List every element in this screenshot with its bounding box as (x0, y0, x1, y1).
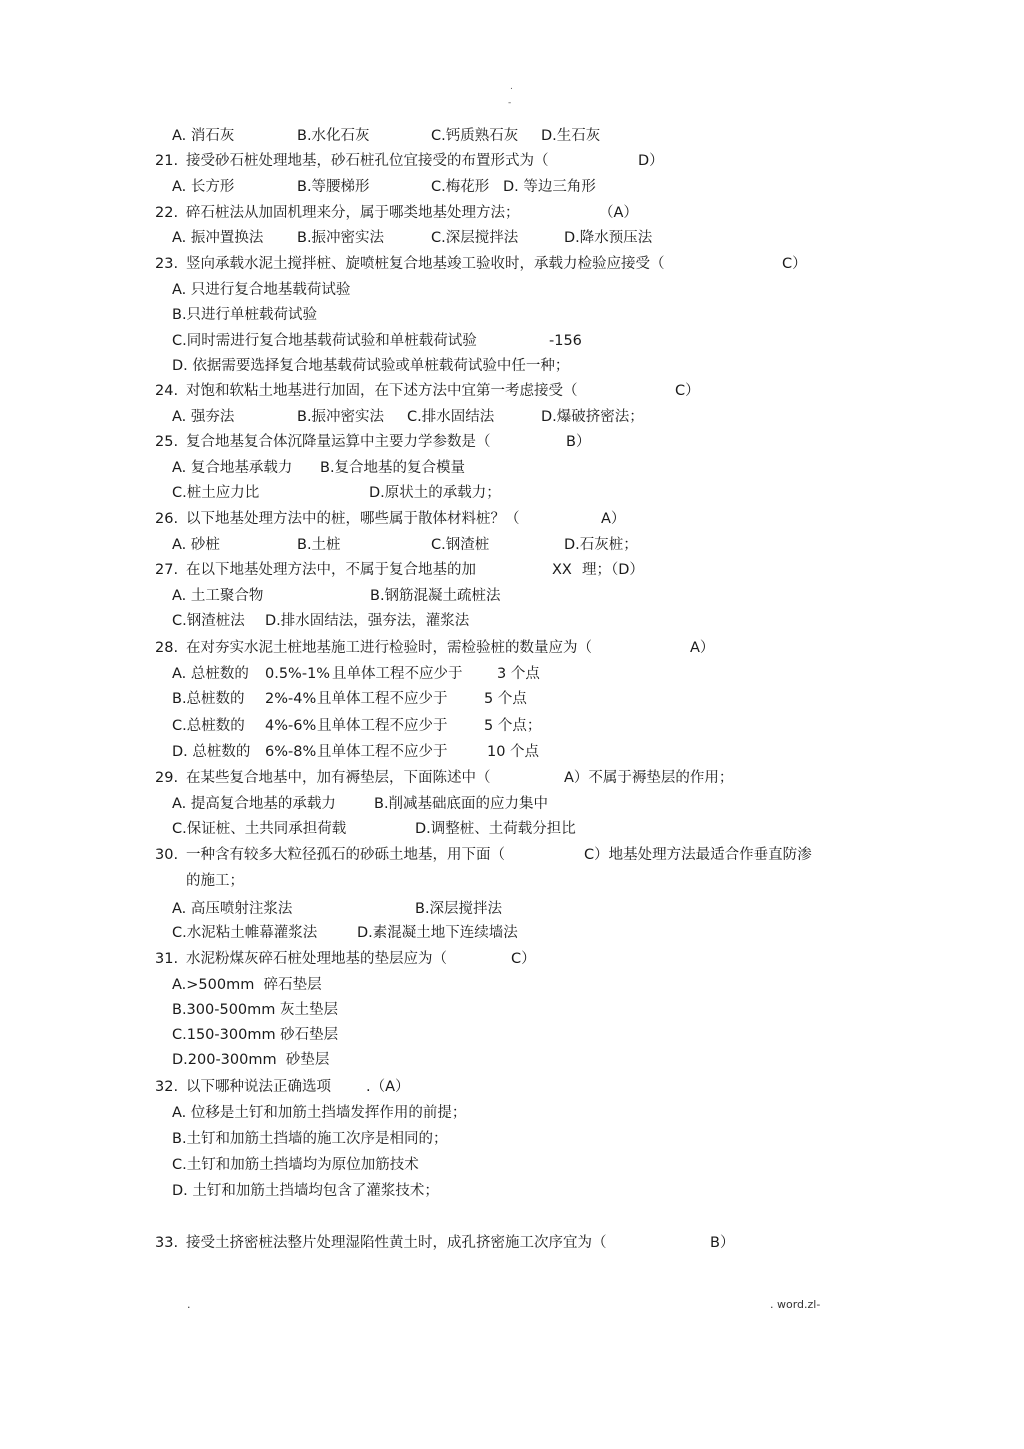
q27-option-d: D.排水固结法，强夯法，灌浆法 (265, 613, 470, 629)
q31-stem: 水泥粉煤灰碎石桩处理地基的垫层应为（ (186, 951, 447, 967)
q28-option-c-prefix: C.总桩数的 (172, 718, 245, 734)
q25-option-a: A. 复合地基承载力 (172, 460, 293, 476)
q25-stem: 复合地基复合体沉降量运算中主要力学参数是（ (186, 434, 491, 450)
q30-option-a: A. 高压喷射注浆法 (172, 901, 293, 917)
q24-answer: C） (675, 383, 700, 399)
q26-option-c: C.钢渣桩 (431, 537, 490, 553)
q24-option-c: C.排水固结法 (407, 409, 495, 425)
q21-option-d: D. 等边三角形 (503, 179, 596, 195)
q31-option-d: D.200-300mm 砂垫层 (172, 1052, 330, 1068)
q20-option-c: C.钙质熟石灰 (431, 128, 519, 144)
q28-option-b-count: 5 个点 (484, 691, 527, 707)
q27-option-c: C.钢渣桩法 (172, 613, 245, 629)
q24-stem: 对饱和软粘土地基进行加固，在下述方法中宜第一考虑接受（ (186, 383, 578, 399)
q25-answer: B） (566, 434, 591, 450)
header-dot: . (510, 82, 513, 92)
q30-answer: C）地基处理方法最适合作垂直防渗 (584, 847, 812, 863)
q28-answer: A） (690, 640, 715, 656)
q23-option-b: B.只进行单桩载荷试验 (172, 307, 318, 323)
q21-option-c: C.梅花形 (431, 179, 490, 195)
q27-option-a: A. 土工聚合物 (172, 588, 264, 604)
q28-option-a-prefix: A. 总桩数的 (172, 666, 249, 682)
q30-option-c: C.水泥粘土帷幕灌浆法 (172, 925, 318, 941)
q24-number: 24. (155, 383, 179, 399)
q25-option-d: D.原状土的承载力； (369, 485, 501, 501)
q28-stem: 在对夯实水泥土桩地基施工进行检验时，需检验桩的数量应为（ (186, 640, 592, 656)
q29-stem: 在某些复合地基中，加有褥垫层，下面陈述中（ (186, 770, 491, 786)
q22-number: 22. (155, 205, 179, 221)
q26-stem: 以下地基处理方法中的桩，哪些属于散体材料桩？（ (186, 511, 520, 527)
q28-option-c-middle: 且单体工程不应少于 (317, 718, 448, 734)
q21-number: 21. (155, 153, 179, 169)
q29-option-a: A. 提高复合地基的承载力 (172, 796, 336, 812)
q26-option-a: A. 砂桩 (172, 537, 220, 553)
q28-option-c-count: 5 个点； (484, 718, 542, 734)
q28-option-c-percent: 4%-6% (265, 718, 317, 734)
q26-option-d: D.石灰桩； (564, 537, 638, 553)
q28-option-a-percent: 0.5%-1% (265, 666, 331, 682)
q33-answer: B） (710, 1235, 735, 1251)
q25-option-b: B.复合地基的复合模量 (320, 460, 466, 476)
q32-option-a: A. 位移是土钉和加筋土挡墙发挥作用的前提； (172, 1105, 467, 1121)
q29-option-d: D.调整桩、土荷载分担比 (415, 821, 576, 837)
q21-option-b: B.等腰梯形 (297, 179, 370, 195)
q22-option-c: C.深层搅拌法 (431, 230, 519, 246)
q28-option-d-percent: 6%-8% (265, 744, 317, 760)
q25-number: 25. (155, 434, 179, 450)
q28-option-d-count: 10 个点 (487, 744, 540, 760)
q28-option-d-prefix: D. 总桩数的 (172, 744, 251, 760)
q26-answer: A） (601, 511, 626, 527)
q27-stem: 在以下地基处理方法中，不属于复合地基的加 (186, 562, 476, 578)
q23-stem: 竖向承载水泥土搅拌桩、旋喷桩复合地基竣工验收时，承载力检验应接受（ (186, 256, 665, 272)
footer-source: . word.zl- (770, 1298, 821, 1311)
q23-number: 23. (155, 256, 179, 272)
q31-answer: C） (511, 951, 536, 967)
q33-number: 33. (155, 1235, 179, 1251)
q28-option-a-middle: 且单体工程不应少于 (332, 666, 463, 682)
q27-mid: XX (552, 562, 572, 578)
q28-option-a-count: 3 个点 (497, 666, 540, 682)
header-dash: - (508, 98, 512, 108)
q22-option-d: D.降水预压法 (564, 230, 653, 246)
q25-option-c: C.桩土应力比 (172, 485, 260, 501)
q30-number: 30. (155, 847, 179, 863)
q27-tail: 理；（D） (582, 562, 644, 578)
q26-option-b: B.土桩 (297, 537, 341, 553)
q32-option-c: C.土钉和加筋土挡墙均为原位加筋技术 (172, 1157, 419, 1173)
q29-option-c: C.保证桩、土共同承担荷载 (172, 821, 347, 837)
footer-left-mark: . (187, 1298, 191, 1311)
q22-option-b: B.振冲密实法 (297, 230, 385, 246)
q32-stem: 以下哪种说法正确选项 (186, 1079, 331, 1095)
q24-option-d: D.爆破挤密法； (541, 409, 644, 425)
q20-option-b: B.水化石灰 (297, 128, 370, 144)
q32-number: 32. (155, 1079, 179, 1095)
q22-stem: 碎石桩法从加固机理来分，属于哪类地基处理方法； (186, 205, 520, 221)
q22-option-a: A. 振冲置换法 (172, 230, 264, 246)
q23-option-d: D. 依据需要选择复合地基载荷试验或单桩载荷试验中任一种； (172, 358, 570, 374)
q30-stem: 一种含有较多大粒径孤石的砂砾土地基，用下面（ (186, 847, 505, 863)
q28-number: 28. (155, 640, 179, 656)
q21-answer: D） (638, 153, 664, 169)
q28-option-b-middle: 且单体工程不应少于 (317, 691, 448, 707)
q21-stem: 接受砂石桩处理地基，砂石桩孔位宜接受的布置形式为（ (186, 153, 549, 169)
q23-page-note: -156 (549, 333, 582, 349)
q29-answer: A）不属于褥垫层的作用； (564, 770, 734, 786)
q21-option-a: A. 长方形 (172, 179, 235, 195)
q23-option-a: A. 只进行复合地基载荷试验 (172, 282, 351, 298)
q20-option-a: A. 消石灰 (172, 128, 235, 144)
q23-answer: C） (782, 256, 807, 272)
q31-option-a: A.>500mm 碎石垫层 (172, 977, 322, 993)
q31-option-c: C.150-300mm 砂石垫层 (172, 1027, 339, 1043)
q28-option-b-percent: 2%-4% (265, 691, 317, 707)
q32-option-b: B.土钉和加筋土挡墙的施工次序是相同的； (172, 1131, 448, 1147)
q31-option-b: B.300-500mm 灰土垫层 (172, 1002, 338, 1018)
q24-option-b: B.振冲密实法 (297, 409, 385, 425)
q30-stem-continued: 的施工； (186, 873, 244, 889)
q30-option-d: D.素混凝土地下连续墙法 (357, 925, 518, 941)
q30-option-b: B.深层搅拌法 (415, 901, 503, 917)
q32-option-d: D. 土钉和加筋土挡墙均包含了灌浆技术； (172, 1183, 439, 1199)
q28-option-b-prefix: B.总桩数的 (172, 691, 245, 707)
q28-option-d-middle: 且单体工程不应少于 (317, 744, 448, 760)
q24-option-a: A. 强夯法 (172, 409, 235, 425)
q29-number: 29. (155, 770, 179, 786)
q33-stem: 接受土挤密桩法整片处理湿陷性黄土时，成孔挤密施工次序宜为（ (186, 1235, 607, 1251)
q20-option-d: D.生石灰 (541, 128, 601, 144)
q22-answer: （A） (599, 205, 638, 221)
q27-option-b: B.钢筋混凝土疏桩法 (370, 588, 501, 604)
q26-number: 26. (155, 511, 179, 527)
q32-answer: .（A） (366, 1079, 410, 1095)
q23-option-c: C.同时需进行复合地基载荷试验和单桩载荷试验 (172, 333, 477, 349)
q27-number: 27. (155, 562, 179, 578)
q31-number: 31. (155, 951, 179, 967)
q29-option-b: B.削减基础底面的应力集中 (374, 796, 549, 812)
